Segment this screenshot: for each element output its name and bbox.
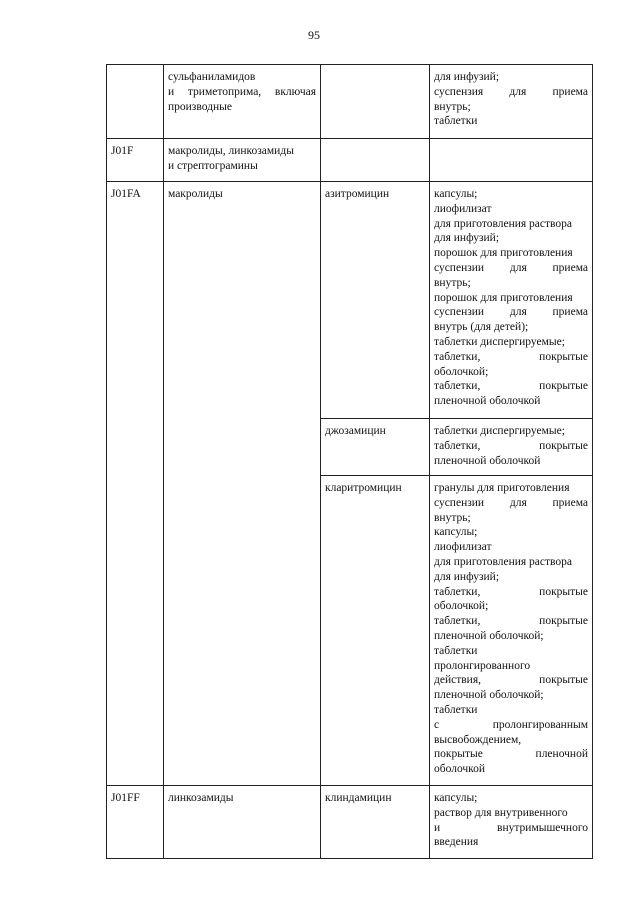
table-row	[107, 139, 593, 182]
drug-table	[106, 64, 593, 859]
dosage-form-line: для приготовления раствора	[434, 555, 572, 568]
dosage-form-line: и внутримышечного	[434, 821, 588, 834]
substance-cell: кларитромицин	[321, 476, 430, 786]
group-line: производные	[168, 100, 232, 113]
atc-code-cell: J01FA	[107, 182, 164, 786]
dosage-form-line: внутрь;	[434, 100, 471, 113]
dosage-form-line: покрытые пленочной	[434, 748, 588, 761]
dosage-form-line: суспензии для приема	[434, 261, 588, 274]
group-cell	[164, 65, 321, 139]
dosage-form-line: для инфузий;	[434, 232, 500, 245]
atc-code-cell: J01F	[107, 139, 164, 182]
group-cell	[164, 182, 321, 786]
dosage-form-line: оболочкой;	[434, 600, 489, 613]
dosage-form-line: пролонгированного	[434, 659, 531, 672]
dosage-form-line: для инфузий;	[434, 71, 500, 83]
dosage-form-line: введения	[434, 836, 479, 849]
substance-cell: азитромицин	[321, 182, 430, 419]
dosage-form-line: капсулы;	[434, 792, 478, 804]
dosage-form-line: оболочкой;	[434, 365, 489, 378]
dosage-form-line: внутрь (для детей);	[434, 321, 529, 334]
substance-cell	[321, 65, 430, 139]
dosage-form-line: высвобождением,	[434, 733, 522, 746]
page-number: 95	[308, 28, 320, 42]
dosage-form-line: таблетки, покрытые	[434, 585, 588, 598]
dosage-form-line: таблетки, покрытые	[434, 380, 588, 393]
dosage-form-line: внутрь;	[434, 276, 471, 289]
forms-cell	[430, 182, 593, 419]
dosage-form-line: порошок для приготовления	[434, 247, 573, 260]
dosage-form-line: капсулы;	[434, 188, 478, 200]
forms-cell	[430, 786, 593, 859]
dosage-form-line: с пролонгированным	[434, 718, 588, 731]
dosage-form-line: лиофилизат	[434, 541, 492, 554]
group-line: сульфаниламидов	[168, 71, 256, 83]
dosage-form-line: внутрь;	[434, 511, 471, 524]
dosage-form-line: пленочной оболочкой	[434, 454, 541, 467]
atc-code-cell	[107, 65, 164, 139]
table-row	[107, 182, 593, 419]
dosage-form-line: суспензии для приема	[434, 306, 588, 319]
dosage-form-line: суспензия для приема	[434, 85, 588, 98]
group-cell	[164, 786, 321, 859]
forms-cell	[430, 65, 593, 139]
dosage-form-line: капсулы;	[434, 526, 478, 539]
dosage-form-line: таблетки диспергируемые;	[434, 335, 565, 348]
dosage-form-line: действия, покрытые	[434, 674, 588, 687]
dosage-form-line: раствор для внутривенного	[434, 806, 568, 819]
dosage-form-line: пленочной оболочкой;	[434, 629, 544, 642]
group-cell	[164, 139, 321, 182]
dosage-form-line: суспензии для приема	[434, 496, 588, 509]
substance-cell: клиндамицин	[321, 786, 430, 859]
dosage-form-line: таблетки, покрытые	[434, 439, 588, 452]
dosage-form-line: пленочной оболочкой;	[434, 689, 544, 702]
forms-cell	[430, 139, 593, 182]
substance-cell: джозамицин	[321, 419, 430, 476]
group-line: линкозамиды	[168, 792, 234, 804]
group-line: и триметоприма, включая	[168, 85, 316, 98]
forms-cell	[430, 419, 593, 476]
dosage-form-line: таблетки диспергируемые;	[434, 425, 565, 437]
dosage-form-line: пленочной оболочкой	[434, 395, 541, 408]
substance-cell	[321, 139, 430, 182]
dosage-form-line: для инфузий;	[434, 570, 500, 583]
group-line: и стрептограмины	[168, 159, 258, 172]
dosage-form-line: лиофилизат	[434, 202, 492, 215]
table-body	[107, 65, 593, 859]
forms-cell	[430, 476, 593, 786]
dosage-form-line: гранулы для приготовления	[434, 482, 570, 494]
dosage-form-line: таблетки	[434, 703, 478, 716]
table-row	[107, 786, 593, 859]
dosage-form-line: таблетки, покрытые	[434, 615, 588, 628]
dosage-form-line: таблетки, покрытые	[434, 350, 588, 363]
dosage-form-line: оболочкой	[434, 763, 486, 776]
atc-code-cell: J01FF	[107, 786, 164, 859]
dosage-form-line: таблетки	[434, 115, 478, 128]
group-line: макролиды, линкозамиды	[168, 145, 294, 157]
dosage-form-line: порошок для приготовления	[434, 291, 573, 304]
table-row	[107, 65, 593, 139]
dosage-form-line: таблетки	[434, 644, 478, 657]
group-line: макролиды	[168, 188, 223, 200]
dosage-form-line: для приготовления раствора	[434, 217, 572, 230]
